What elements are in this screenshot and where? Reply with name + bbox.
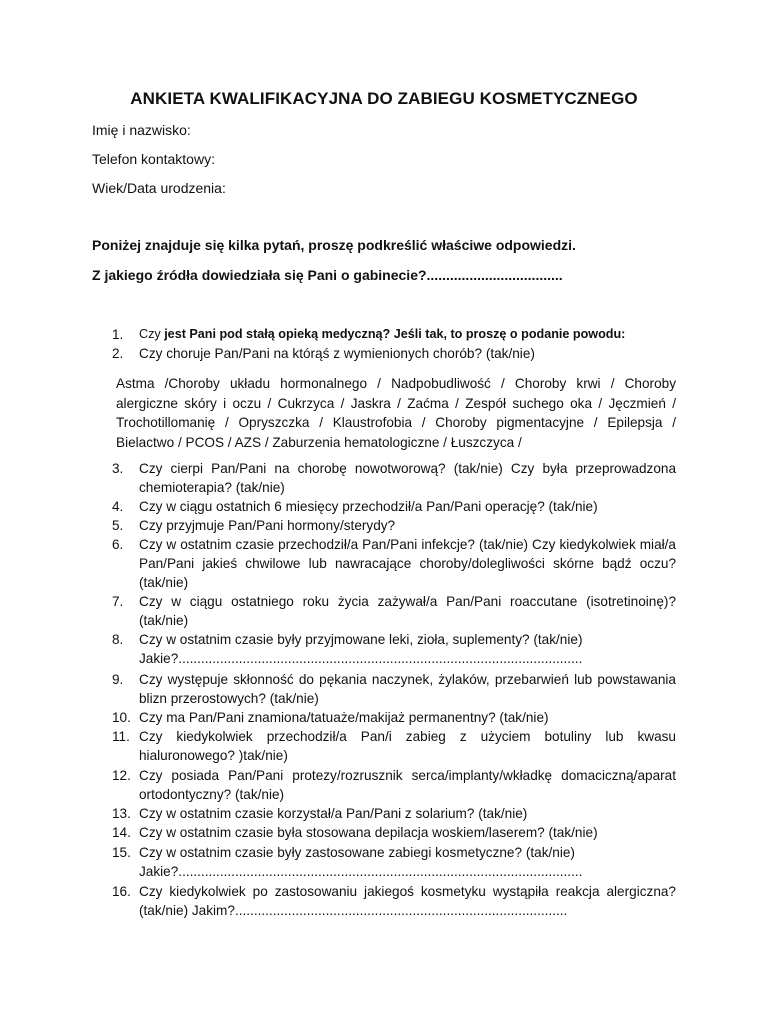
question-7 xyxy=(112,592,676,630)
question-text: Czy w ostatnim czasie była stosowana depilacja woskiem/laserem? (tak/nie) xyxy=(139,825,598,840)
question-text: Czy kiedykolwiek przechodził/a Pan/i zabieg z użyciem botuliny lub kwasu hialuronowego? )tak/nie) xyxy=(139,729,676,763)
question-text: Czy w ostatnim czasie korzystał/a Pan/Pani z solarium? (tak/nie) xyxy=(139,806,528,821)
question-number: 16. xyxy=(112,884,131,899)
question-number: 11. xyxy=(112,729,130,744)
question-rest: jest Pani pod stałą opieką medyczną? Jeśli tak, to proszę o podanie powodu: xyxy=(164,327,626,341)
question-text: Czy w ciągu ostatniego roku życia zażywał/a Pan/Pani roaccutane (isotretinoinę)? (tak/nie) xyxy=(139,594,676,628)
question-3 xyxy=(112,459,676,497)
question-number: 3. xyxy=(112,461,124,476)
age-field-label: Wiek/Data urodzenia: xyxy=(92,180,226,196)
phone-field-label: Telefon kontaktowy: xyxy=(92,151,215,167)
question-12 xyxy=(112,766,676,804)
question-number: 14. xyxy=(112,825,131,840)
question-number: 13. xyxy=(112,806,131,821)
source-question: Z jakiego źródła dowiedziała się Pani o gabinecie?................................... xyxy=(92,267,563,283)
question-1 xyxy=(112,325,676,344)
question-number: 12. xyxy=(112,768,131,783)
question-8 xyxy=(112,630,676,668)
question-text: Czy w ostatnim czasie przechodził/a Pan/Pani infekcje? (tak/nie) Czy kiedykolwiek miał/a Pan/Pani jakieś chwilowe lub nawracające choroby/dolegliwości skórne bądź oczu? (tak/nie) xyxy=(139,537,676,590)
question-text: Czy przyjmuje Pan/Pani hormony/sterydy? xyxy=(139,518,396,533)
question-number: 9. xyxy=(112,672,124,687)
question-6 xyxy=(112,535,676,592)
question-text: Czy posiada Pan/Pani protezy/rozrusznik serca/implanty/wkładkę domaciczną/aparat ortodontyczny? (tak/nie) xyxy=(139,768,676,802)
question-text: Czy ma Pan/Pani znamiona/tatuaże/makijaż permanentny? (tak/nie) xyxy=(139,710,549,725)
question-number: 10. xyxy=(112,710,131,725)
question-text xyxy=(139,325,676,344)
question-5 xyxy=(112,516,676,535)
question-14 xyxy=(112,823,676,842)
question-text: Czy kiedykolwiek po zastosowaniu jakiegoś kosmetyku wystąpiła reakcja alergiczna? (tak/nie) Jakim?........................................................................................ xyxy=(139,884,676,918)
name-field-label: Imię i nazwisko: xyxy=(92,122,191,138)
document-title: ANKIETA KWALIFIKACYJNA DO ZABIEGU KOSMETYCZNEGO xyxy=(130,89,638,108)
instruction-text: Poniżej znajduje się kilka pytań, proszę podkreślić właściwe odpowiedzi. xyxy=(92,237,576,253)
question-text: Czy w ciągu ostatnich 6 miesięcy przechodził/a Pan/Pani operację? (tak/nie) xyxy=(139,499,598,514)
question-text: Czy występuje skłonność do pękania naczynek, żylaków, przebarwień lub powstawania blizn przerostowych? (tak/nie) xyxy=(139,672,676,706)
question-text: Czy choruje Pan/Pani na którąś z wymienionych chorób? (tak/nie) xyxy=(139,346,535,361)
question-text: Czy w ostatnim czasie były przyjmowane leki, zioła, suplementy? (tak/nie) xyxy=(139,632,583,647)
question-text: Czy w ostatnim czasie były zastosowane zabiegi kosmetyczne? (tak/nie) xyxy=(139,845,575,860)
question-9 xyxy=(112,670,676,708)
question-number: 5. xyxy=(112,518,124,533)
question-number: 15. xyxy=(112,845,131,860)
question-number: 4. xyxy=(112,499,124,514)
question-number: 6. xyxy=(112,537,124,552)
question-number: 8. xyxy=(112,632,124,647)
answer-line: Jakie?........................................................................................................... xyxy=(139,864,583,879)
question-4 xyxy=(112,497,676,516)
question-text: Czy cierpi Pan/Pani na chorobę nowotworową? (tak/nie) Czy była przeprowadzona chemioterapia? (tak/nie) xyxy=(139,461,676,495)
question-13 xyxy=(112,804,676,823)
question-15 xyxy=(112,843,676,881)
question-16 xyxy=(112,882,676,920)
question-11 xyxy=(112,727,676,765)
question-lead: Czy xyxy=(139,327,165,341)
question-number: 2. xyxy=(112,346,124,361)
question-10 xyxy=(112,708,676,727)
answer-line: Jakie?........................................................................................................... xyxy=(139,651,583,666)
question-number: 7. xyxy=(112,594,124,609)
question-2 xyxy=(112,344,676,363)
disease-list: Astma /Choroby układu hormonalnego / Nadpobudliwość / Choroby krwi / Choroby alergiczne skóry i oczu / Cukrzyca / Jaskra / Zaćma / Zespół suchego oka / Jęczmień / Trochotillomanię / Opryszczka / Klaustrofobia / Choroby pigmentacyjne / Epilepsja / Bielactwo / PCOS / AZS / Zaburzenia hematologiczne / Łuszczyca / xyxy=(116,376,676,450)
question-number: 1. xyxy=(112,327,124,342)
